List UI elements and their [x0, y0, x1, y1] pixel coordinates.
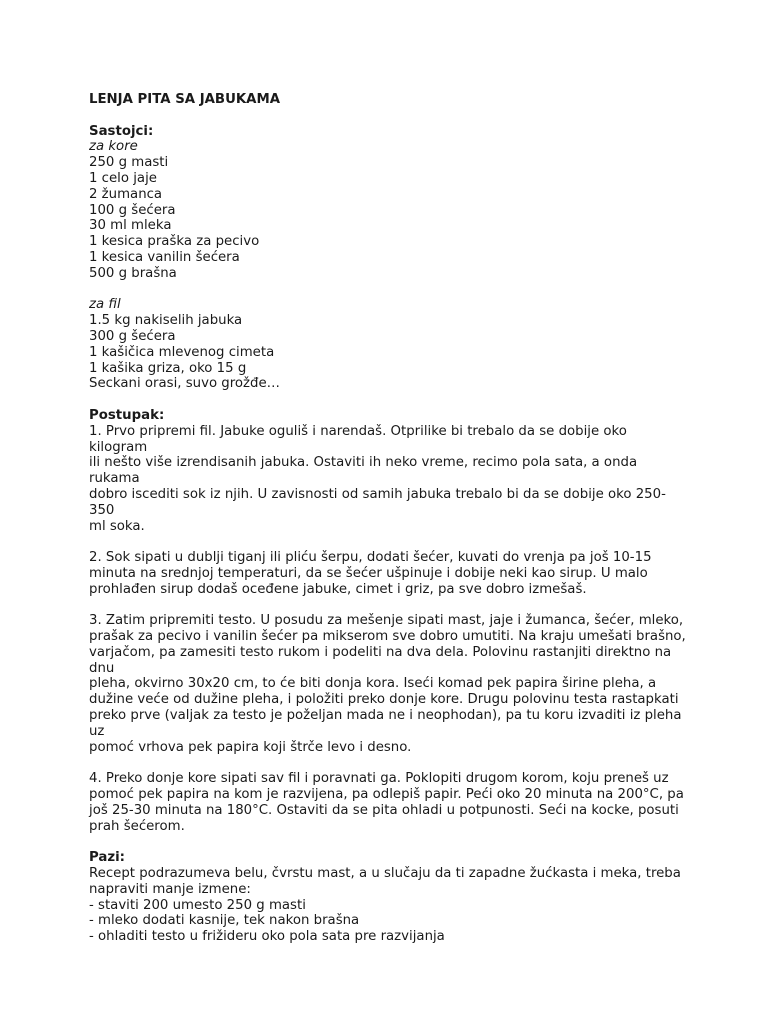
method-step: 2. Sok sipati u dublji tiganj ili pliću šerpu, dodati šećer, kuvati do vrenja pa još 10-15 minuta na srednjoj temperaturi, da se šećer ušpinuje i dobije neki kao sirup. U malo prohlađen sirup dodaš oceđene jabuke, cimet i griz, pa sve dobro izmešaš.	[89, 550, 652, 597]
ingredients-heading: Sastojci:	[89, 123, 154, 139]
crust-ingredient: 100 g šećera	[89, 202, 176, 218]
crust-ingredient: 1 kesica vanilin šećera	[89, 249, 240, 265]
filling-ingredient: 1 kašika griza, oko 15 g	[89, 360, 247, 376]
spacer	[89, 834, 689, 850]
filling-ingredient: 1 kašičica mlevenog cimeta	[89, 344, 275, 360]
crust-ingredient: 1 celo jaje	[89, 170, 157, 186]
note-item: - mleko dodati kasnije, tek nakon brašna	[89, 913, 360, 929]
spacer	[89, 282, 689, 298]
crust-label: za kore	[89, 139, 138, 155]
recipe-title: LENJA PITA SA JABUKAMA	[89, 92, 280, 107]
filling-label: za fil	[89, 297, 121, 313]
spacer	[89, 534, 689, 550]
crust-ingredient: 2 žumanca	[89, 186, 163, 202]
method-step: 4. Preko donje kore sipati sav fil i poravnati ga. Poklopiti drugom korom, koju preneš uz pomoć pek papira na kom je razvijena, pa odlepiš papir. Peći oko 20 minuta na 200°C, pa još 25-30 minuta na 180°C. Ostaviti da se pita ohladi u potpunosti. Seći na kocke, posuti prah šećerom.	[89, 771, 684, 834]
crust-ingredient: 500 g brašna	[89, 265, 177, 281]
note-heading: Pazi:	[89, 850, 125, 866]
recipe-document	[89, 92, 689, 945]
crust-ingredient: 30 ml mleka	[89, 218, 172, 234]
method-step: 3. Zatim pripremiti testo. U posudu za mešenje sipati mast, jaje i žumanca, šećer, mleko, prašak za pecivo i vanilin šećer pa mikserom sve dobro umutiti. Na kraju umešati brašno, varjačom, pa zamesiti testo rukom i podeliti na dva dela. Polovinu rastanjiti direktno na dnu pleha, okvirno 30x20 cm, to će biti donja kora. Iseći komad pek papira širine pleha, a dužine veće od dužine pleha, i položiti preko donje kore. Drugu polovinu testa rastapkati preko prve (valjak za testo je poželjan mada ne i neophodan), pa tu koru izvaditi iz pleha uz pomoć vrhova pek papira koji štrče levo i desno.	[89, 613, 686, 755]
note-intro: Recept podrazumeva belu, čvrstu mast, a u slučaju da ti zapadne žućkasta i meka, treba napraviti manje izmene:	[89, 866, 681, 897]
filling-ingredient: Seckani orasi, suvo grožđe…	[89, 376, 280, 392]
spacer	[89, 755, 689, 771]
note-item: - ohladiti testo u frižideru oko pola sata pre razvijanja	[89, 929, 445, 945]
method-step: 1. Prvo pripremi fil. Jabuke oguliš i narendaš. Otprilike bi trebalo da se dobije oko kilogram ili nešto više izrendisanih jabuka. Ostaviti ih neko vreme, recimo pola sata, a onda rukama dobro iscediti sok iz njih. U zavisnosti od samih jabuka trebalo bi da se dobije oko 250-350 ml soka.	[89, 423, 666, 534]
filling-ingredient: 1.5 kg nakiselih jabuka	[89, 313, 243, 329]
spacer	[89, 392, 689, 408]
filling-ingredient: 300 g šećera	[89, 328, 176, 344]
spacer	[89, 108, 689, 124]
note-item: - staviti 200 umesto 250 g masti	[89, 897, 306, 913]
crust-ingredient: 250 g masti	[89, 155, 169, 171]
spacer	[89, 598, 689, 614]
crust-ingredient: 1 kesica praška za pecivo	[89, 234, 260, 250]
method-heading: Postupak:	[89, 407, 165, 423]
